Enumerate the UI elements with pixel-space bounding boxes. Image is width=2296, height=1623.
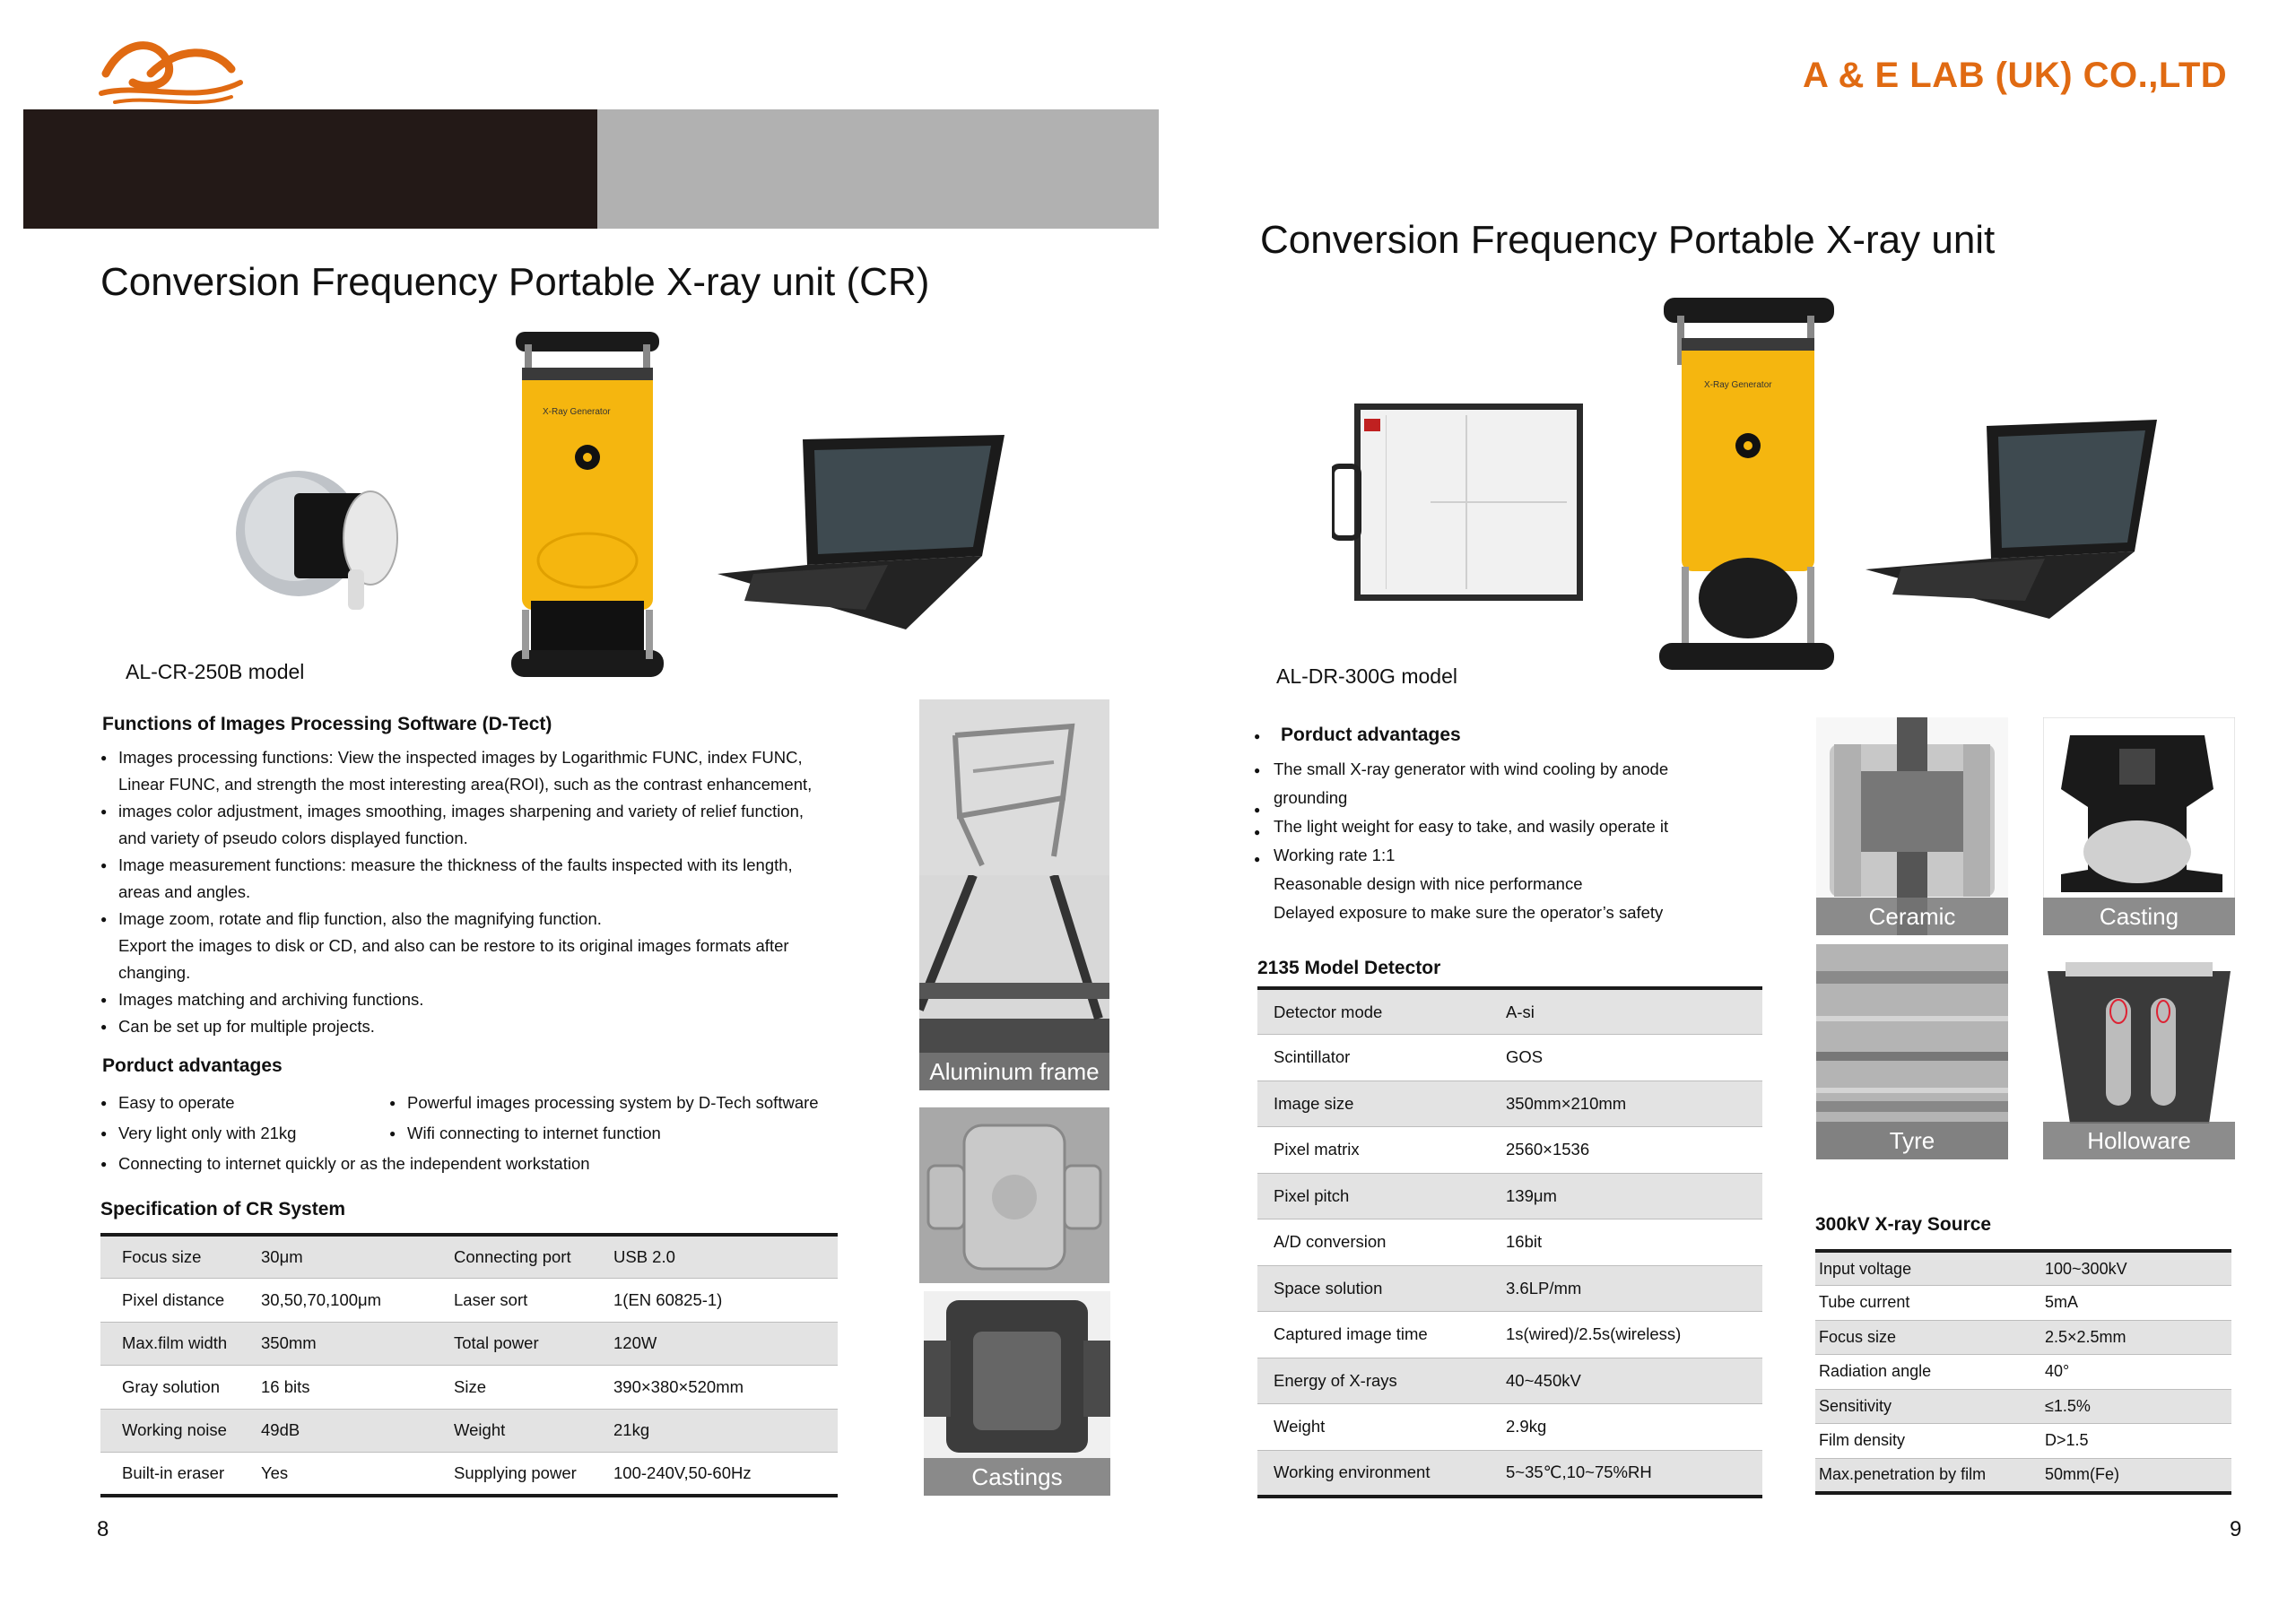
left-advantages-list [100,1088,872,1186]
bullet-dot: ● [1254,803,1261,816]
left-advantages-heading: Porduct advantages [102,1055,283,1076]
bullet-dot: ● [1254,730,1261,742]
table-cell: ≤1.5% [2041,1389,2231,1424]
xray-generator-image [1659,298,1834,674]
svg-text:X-Ray Generator: X-Ray Generator [1704,380,1772,390]
advantage-item: ● Powerful images processing system by D-Tech software [389,1088,819,1118]
left-model-label: AL-CR-250B model [126,660,305,683]
advantage-line: Delayed exposure to make sure the operator’s safety [1274,903,1664,922]
table-row [1257,1173,1762,1219]
laptop-image [718,430,1004,632]
sample-caption: Holloware [2043,1122,2235,1159]
function-line: ● images color adjustment, images smoothing, images sharpening and variety of relief function, [100,798,872,825]
table-cell: 2.9kg [1490,1404,1762,1451]
table-cell: Sensitivity [1815,1389,2041,1424]
cr-spec-table [100,1233,838,1497]
sample-caption: Ceramic [1816,898,2008,935]
sample-aluminum-top [919,699,1109,875]
table-cell: 390×380×520mm [592,1366,838,1410]
xray-generator-image [502,332,673,686]
table-cell: Pixel distance [100,1279,239,1323]
functions-heading: Functions of Images Processing Software (D-Tect) [102,714,552,734]
function-line: ● Images matching and archiving functions. [100,986,872,1013]
advantage-line: The small X-ray generator with wind cooling by anode [1274,759,1669,778]
function-line: areas and angles. [118,882,251,901]
table-row [1257,1358,1762,1404]
table-cell: 50mm(Fe) [2041,1458,2231,1493]
table-row [1257,988,1762,1035]
function-line: ● Image zoom, rotate and flip function, also the magnifying function. [100,906,872,933]
table-cell: 3.6LP/mm [1490,1265,1762,1312]
sample-pipe-fitting [919,1107,1109,1283]
table-row [1257,1312,1762,1358]
table-row [1257,1127,1762,1174]
table-cell: Max.penetration by film [1815,1458,2041,1493]
advantage-line: Reasonable design with nice performance [1274,874,1583,893]
sample-caption: Castings [924,1458,1110,1496]
table-row [1257,1035,1762,1081]
detector-heading: 2135 Model Detector [1257,958,1441,978]
table-cell: 100-240V,50-60Hz [592,1453,838,1497]
table-row [100,1322,838,1366]
function-line: Export the images to disk or CD, and also can be restore to its original images formats after [118,936,789,955]
table-cell: Scintillator [1257,1035,1490,1081]
functions-list [100,744,872,1040]
table-cell: Size [432,1366,592,1410]
source-heading: 300kV X-ray Source [1815,1214,1992,1235]
table-cell: 5~35℃,10~75%RH [1490,1450,1762,1497]
table-cell: 5mA [2041,1286,2231,1321]
sample-caption: Casting [2043,898,2235,935]
table-cell: 139μm [1490,1173,1762,1219]
right-advantages-heading: Porduct advantages [1281,725,1461,745]
table-row [1815,1251,2231,1286]
table-row [1815,1286,2231,1321]
left-page-title: Conversion Frequency Portable X-ray unit (CR) [100,260,930,304]
table-row [1257,1450,1762,1497]
table-cell: 16 bits [239,1366,432,1410]
table-cell: 100~300kV [2041,1251,2231,1286]
table-cell: Supplying power [432,1453,592,1497]
function-line: ● Image measurement functions: measure the thickness of the faults inspected with its length, [100,852,872,879]
laptop-image [1866,417,2157,623]
advantage-item: ● Easy to operate [100,1088,235,1118]
table-row [100,1409,838,1453]
svg-text:X-Ray Generator: X-Ray Generator [543,407,611,417]
table-cell: Radiation angle [1815,1355,2041,1390]
table-row [1257,1404,1762,1451]
sample-caption: Aluminum frame [919,1053,1109,1090]
table-row [1257,1219,1762,1266]
table-row [1257,1081,1762,1127]
table-cell: 49dB [239,1409,432,1453]
table-cell: Max.film width [100,1322,239,1366]
table-cell: Tube current [1815,1286,2041,1321]
sample-aluminum-frame [919,875,1109,1090]
table-cell: 350mm [239,1322,432,1366]
function-line: ● Can be set up for multiple projects. [100,1013,872,1040]
table-cell: 21kg [592,1409,838,1453]
table-cell: 120W [592,1322,838,1366]
table-cell: Gray solution [100,1366,239,1410]
function-line: changing. [118,963,191,982]
header-band-grey [597,109,1159,229]
table-cell: A/D conversion [1257,1219,1490,1266]
right-model-label: AL-DR-300G model [1276,664,1457,688]
advantage-line: The light weight for easy to take, and wasily operate it [1274,817,1669,836]
bullet-dot: ● [1254,853,1261,865]
table-row [100,1366,838,1410]
table-cell: Working environment [1257,1450,1490,1497]
cr-spec-heading: Specification of CR System [100,1199,346,1219]
table-cell: Image size [1257,1081,1490,1127]
table-cell: 350mm×210mm [1490,1081,1762,1127]
table-cell: Built-in eraser [100,1453,239,1497]
table-row [100,1453,838,1497]
sample-caption: Tyre [1816,1122,2008,1159]
company-name: A & E LAB (UK) CO.,LTD [1803,56,2228,95]
sample-casting [2043,717,2235,935]
table-row [100,1279,838,1323]
function-line: and variety of pseudo colors displayed function. [118,829,468,847]
table-cell: A-si [1490,988,1762,1035]
function-line: ● Images processing functions: View the inspected images by Logarithmic FUNC, index FUNC, [100,744,872,771]
function-line: Linear FUNC, and strength the most interesting area(ROI), such as the contrast enhancement, [118,775,813,794]
table-row [1257,1265,1762,1312]
sample-holloware [2043,944,2235,1159]
table-row [1815,1355,2231,1390]
bullet-dot: ● [1254,826,1261,838]
table-cell: 2560×1536 [1490,1127,1762,1174]
table-cell: Connecting port [432,1235,592,1279]
page-number-left: 8 [97,1517,109,1541]
detector-spec-table [1257,986,1762,1498]
table-cell: Energy of X-rays [1257,1358,1490,1404]
table-cell: Pixel pitch [1257,1173,1490,1219]
table-cell: Captured image time [1257,1312,1490,1358]
table-cell: 1(EN 60825-1) [592,1279,838,1323]
source-spec-table [1815,1249,2231,1495]
table-cell: Detector mode [1257,988,1490,1035]
table-cell: Pixel matrix [1257,1127,1490,1174]
table-row [100,1235,838,1279]
table-cell: Space solution [1257,1265,1490,1312]
table-row [1815,1320,2231,1355]
dr-detector-panel-image [1332,399,1587,605]
advantage-line: Working rate 1:1 [1274,846,1396,864]
table-cell: 40° [2041,1355,2231,1390]
advantage-item: ● Wifi connecting to internet function [389,1118,661,1149]
advantage-item: ● Connecting to internet quickly or as the independent workstation [100,1149,590,1179]
table-row [1815,1458,2231,1493]
advantage-item: ● Very light only with 21kg [100,1118,296,1149]
sample-ceramic [1816,717,2008,935]
header-band-dark [23,109,597,229]
page-number-right: 9 [2230,1517,2242,1541]
sample-tyre [1816,944,2008,1159]
sample-castings [924,1291,1110,1496]
table-cell: Focus size [1815,1320,2041,1355]
table-cell: USB 2.0 [592,1235,838,1279]
table-cell: Total power [432,1322,592,1366]
table-cell: Film density [1815,1424,2041,1459]
company-logo [97,20,249,109]
table-cell: Weight [1257,1404,1490,1451]
advantage-line: grounding [1274,788,1348,807]
table-cell: Focus size [100,1235,239,1279]
table-cell: Input voltage [1815,1251,2041,1286]
table-cell: 30μm [239,1235,432,1279]
table-cell: 16bit [1490,1219,1762,1266]
table-cell: 2.5×2.5mm [2041,1320,2231,1355]
right-advantages-list [1274,755,1776,927]
bullet-dot: ● [1254,764,1261,777]
table-cell: 1s(wired)/2.5s(wireless) [1490,1312,1762,1358]
right-page-title: Conversion Frequency Portable X-ray unit [1260,218,1996,262]
table-row [1815,1424,2231,1459]
table-cell: Working noise [100,1409,239,1453]
table-cell: 30,50,70,100μm [239,1279,432,1323]
cr-scanner-image [222,453,411,614]
table-row [1815,1389,2231,1424]
table-cell: D>1.5 [2041,1424,2231,1459]
table-cell: Laser sort [432,1279,592,1323]
table-cell: Yes [239,1453,432,1497]
table-cell: 40~450kV [1490,1358,1762,1404]
table-cell: Weight [432,1409,592,1453]
table-cell: GOS [1490,1035,1762,1081]
